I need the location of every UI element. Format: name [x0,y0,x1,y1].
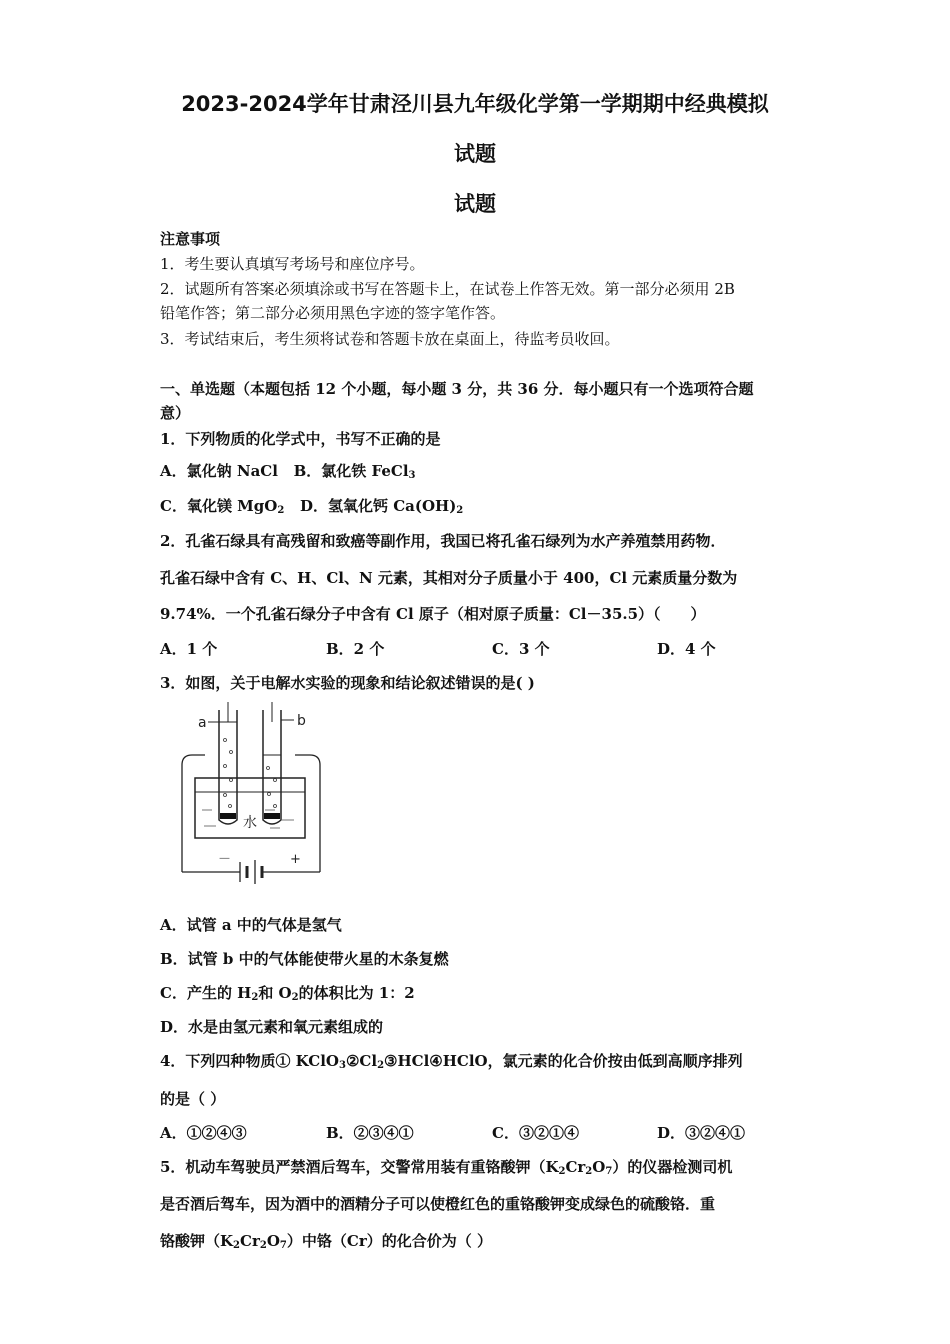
q2-option-d: D．4 个 [657,640,716,658]
question-4-line2: 的是（ ） [160,1090,226,1108]
q4-option-c: C．③②①④ [492,1124,579,1142]
q3-option-c-mid: 和 O [258,984,292,1002]
q4-line1-mid: ②Cl [345,1052,378,1070]
q4-line1-pre: 4．下列四种物质① KClO [160,1052,339,1070]
q5-line1-s1: 2 [558,1166,566,1177]
q4-line1-post: ③HCl④HClO，氯元素的化合价按由低到高顺序排列 [384,1052,743,1070]
q1-option-a: A．氯化钠 NaCl [160,462,278,480]
q1-option-d: D．氢氧化钙 Ca(OH) [299,497,457,515]
q3-option-c-sub1: 2 [251,992,259,1003]
figure-water-label: 水 [243,815,257,831]
q5-line3-s2: 2 [259,1240,267,1251]
q3-option-c [160,982,415,1003]
q4-option-a: A．①②④③ [160,1124,247,1142]
q5-line3-pre: 铬酸钾（K [160,1232,234,1250]
q3-option-c-sub2: 2 [291,992,299,1003]
notice-item-1: 1．考生要认真填写考场号和座位序号。 [160,255,425,273]
q5-line3-post: ）中铬（Cr）的化合价为（ ） [286,1232,492,1250]
question-3-stem: 3．如图，关于电解水实验的现象和结论叙述错误的是( ) [160,674,535,692]
q3-option-a: A．试管 a 中的气体是氢气 [160,916,342,934]
q5-line1-s2: 2 [585,1166,593,1177]
q2-option-c: C．3 个 [492,640,550,658]
question-4-line1 [160,1050,743,1071]
document-title-line2: 试题 [454,142,496,166]
figure-minus-label: － [218,852,232,867]
question-5-line3 [160,1230,492,1251]
q4-line1-sub1: 3 [339,1060,346,1071]
question-2-line3: 9.74%．一个孔雀石绿分子中含有 Cl 原子（相对原子质量：Cl－35.5）（ ） [160,605,706,623]
figure-label-a: a [198,715,207,731]
q4-option-b: B．②③④① [326,1124,414,1142]
section-heading-line1: 一、单选题（本题包括 12 个小题，每小题 3 分，共 36 分．每小题只有一个选项符合题 [160,380,754,398]
notice-item-2b: 铅笔作答；第二部分必须用黑色字迹的签字笔作答。 [160,304,506,322]
q1-option-c: C．氧化镁 MgO [160,497,278,515]
q1-option-d-sub: 2 [456,505,464,516]
document-title-line1: 2023-2024学年甘肃泾川县九年级化学第一学期期中经典模拟 [181,92,769,116]
document-title-line3: 试题 [454,192,496,216]
q5-line1-m2: O [592,1158,606,1176]
question-1-options-cd [160,495,463,516]
q4-option-d: D．③②④① [657,1124,746,1142]
q5-line1-m1: Cr [565,1158,586,1176]
q3-option-b: B．试管 b 中的气体能使带火星的木条复燃 [160,950,449,968]
notice-item-3: 3．考试结束后，考生须将试卷和答题卡放在桌面上，待监考员收回。 [160,330,620,348]
figure-label-b: b [297,713,306,729]
q1-option-c-sub: 2 [277,505,285,516]
question-1-stem: 1．下列物质的化学式中，书写不正确的是 [160,430,441,448]
q5-line3-m1: Cr [240,1232,260,1250]
electrolysis-apparatus-figure [170,700,340,895]
notice-heading: 注意事项 [160,230,221,248]
question-1-options-ab [160,460,416,481]
figure-plus-label: + [290,852,301,867]
question-2-line2: 孔雀石绿中含有 C、H、Cl、N 元素，其相对分子质量小于 400，Cl 元素质量分数为 [160,569,738,587]
question-5-line2: 是否酒后驾车，因为酒中的酒精分子可以使橙红色的重铬酸钾变成绿色的硫酸铬．重 [160,1195,716,1213]
q4-line1-sub2: 2 [377,1060,385,1071]
q2-option-b: B．2 个 [326,640,385,658]
q5-line1-s3: 7 [605,1166,613,1177]
q3-option-d: D．水是由氢元素和氧元素组成的 [160,1018,384,1036]
q5-line3-m2: O [266,1232,280,1250]
q3-option-c-pre: C．产生的 H [160,984,252,1002]
question-2-line1: 2．孔雀石绿具有高残留和致癌等副作用，我国已将孔雀石绿列为水产养殖禁用药物． [160,532,726,550]
q5-line3-s1: 2 [233,1240,241,1251]
q1-option-b: B．氯化铁 FeCl [293,462,409,480]
q5-line1-pre: 5．机动车驾驶员严禁酒后驾车，交警常用装有重铬酸钾（K [160,1158,559,1176]
q5-line3-s3: 7 [279,1240,287,1251]
q1-option-b-sub: 3 [408,470,416,481]
q5-line1-post: ）的仪器检测司机 [612,1158,733,1176]
notice-item-2a: 2．试题所有答案必须填涂或书写在答题卡上，在试卷上作答无效。第一部分必须用 2B [160,280,735,298]
question-5-line1 [160,1156,732,1177]
q3-option-c-post: 的体积比为 1：2 [298,984,415,1002]
q2-option-a: A．1 个 [160,640,218,658]
section-heading-line2: 意） [160,404,191,422]
